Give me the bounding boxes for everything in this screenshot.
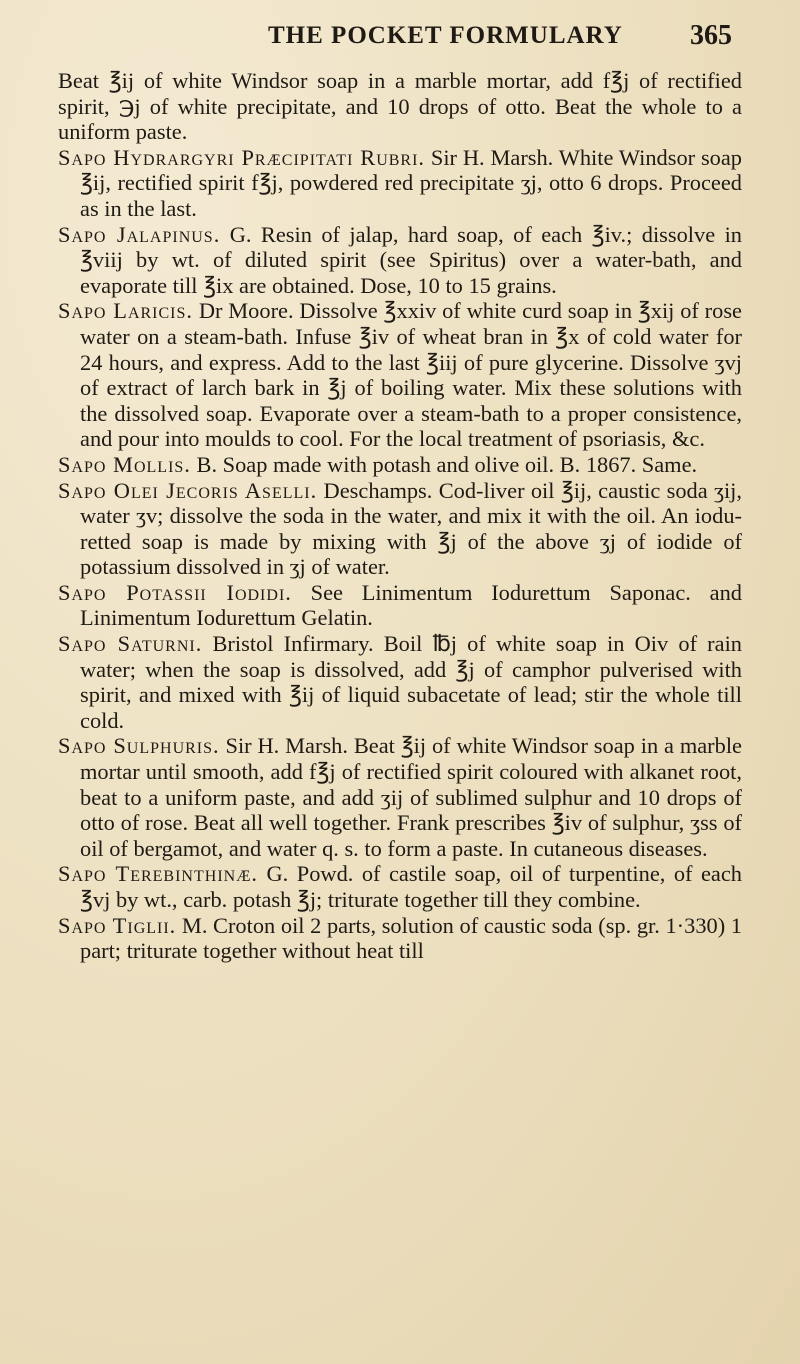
entry-headword: Sapo Terebinthinæ. — [58, 861, 259, 887]
entry-text: Beat ℥ij of white Windsor soap in a marble mortar, add f℥j of rectified spirit, ℈j of white precipitate, and 10 drops of otto. Beat the whole to a uniform paste. — [58, 68, 742, 145]
entry-text: Bristol Infirmary. Boil ℔j of white soap in Oiv of rain water; when the soap is dissolved, add ℥j of camphor pulverised with spirit, and mixed with ℥ij of liquid subacetate of lead; stir the whole till cold. — [80, 631, 742, 733]
entry-headword: Sapo Hydrargyri Præcipitati Rubri. — [58, 144, 426, 170]
entry-sapo-hydrargyri — [58, 145, 742, 222]
entry-sapo-laricis — [58, 298, 742, 452]
entry-text: G. Resin of jalap, hard soap, of each ℥iv.; dissolve in ℥viij by wt. of diluted spirit (see Spiritus) over a water-bath, and evaporate till ℥ix are obtained. Dose, 10 to 15 grains. — [80, 221, 742, 298]
entry-text: Sir H. Marsh. White Windsor soap ℥ij, rectified spirit f℥j, powdered red precipitate ʒj, otto 6 drops. Proceed as in the last. — [80, 144, 742, 221]
entry-headword: Sapo Mollis. — [58, 451, 191, 477]
entry-sapo-saturni — [58, 631, 742, 733]
entry-sapo-mollis — [58, 452, 742, 478]
entry-sapo-terebinthinae — [58, 861, 742, 912]
entry-text: See Linimentum Iodurettum Saponac. and Linimentum Iodurettum Gelatin. — [80, 579, 742, 631]
entry-headword: Sapo Laricis. — [58, 298, 194, 324]
entry-text: Sir H. Marsh. Beat ℥ij of white Windsor soap in a marble mortar until smooth, add f℥j of rectified spirit coloured with alkanet root, beat to a uniform paste, and add ʒij of sublimed sulphur and 10 drops of otto of rose. Beat all well together. Frank prescribes ℥iv of sulphur, ʒss of oil of bergamot, and water q. s. to form a paste. In cutaneous diseases. — [80, 733, 742, 861]
entry-sapo-olei-jecoris — [58, 478, 742, 580]
entry-continued — [58, 68, 742, 145]
entry-headword: Sapo Potassii Iodidi. — [58, 579, 292, 605]
entry-sapo-jalapinus — [58, 222, 742, 299]
running-head — [58, 18, 742, 68]
entry-headword: Sapo Tiglii. — [58, 912, 177, 938]
formulary-entries — [58, 68, 742, 964]
entry-headword: Sapo Saturni. — [58, 631, 203, 657]
entry-text: Deschamps. Cod-liver oil ℥ij, caustic soda ʒij, water ʒv; dissolve the soda in the water, and mix it with the oil. An ioduretted soap is made by mixing with ℥j of the above ʒj of iodide of potassium dissolved in ʒj of water. — [80, 477, 742, 580]
entry-headword: Sapo Jalapinus. — [58, 221, 221, 247]
entry-text: M. Croton oil 2 parts, solution of caustic soda (sp. gr. 1·330) 1 part; triturate together without heat till — [80, 912, 742, 964]
entry-text: B. Soap made with potash and olive oil. B. 1867. Same. — [190, 451, 698, 477]
entry-headword: Sapo Sulphuris. — [58, 733, 220, 759]
entry-text: Dr Moore. Dissolve ℥xxiv of white curd soap in ℥xij of rose water on a steam-bath. Infuse ℥iv of wheat bran in ℥x of cold water for 24 hours, and express. Add to the last ℥iij of pure glycerine. Dissolve ʒvj of extract of larch bark in ℥j of boiling water. Mix these solutions with the dissolved soap. Evaporate over a steam-bath to a proper consistence, and pour into moulds to cool. For the local treatment of psoriasis, &c. — [80, 298, 742, 452]
entry-headword: Sapo Olei Jecoris Aselli. — [58, 477, 318, 503]
entry-sapo-potassii-iodidi — [58, 580, 742, 631]
entry-sapo-sulphuris — [58, 733, 742, 861]
entry-text: G. Powd. of castile soap, oil of turpentine, of each ℥vj by wt., carb. potash ℥j; triturate together till they combine. — [80, 861, 742, 912]
running-title: THE POCKET FORMULARY — [268, 22, 623, 49]
entry-sapo-tiglii — [58, 913, 742, 964]
page-number: 365 — [690, 20, 732, 51]
